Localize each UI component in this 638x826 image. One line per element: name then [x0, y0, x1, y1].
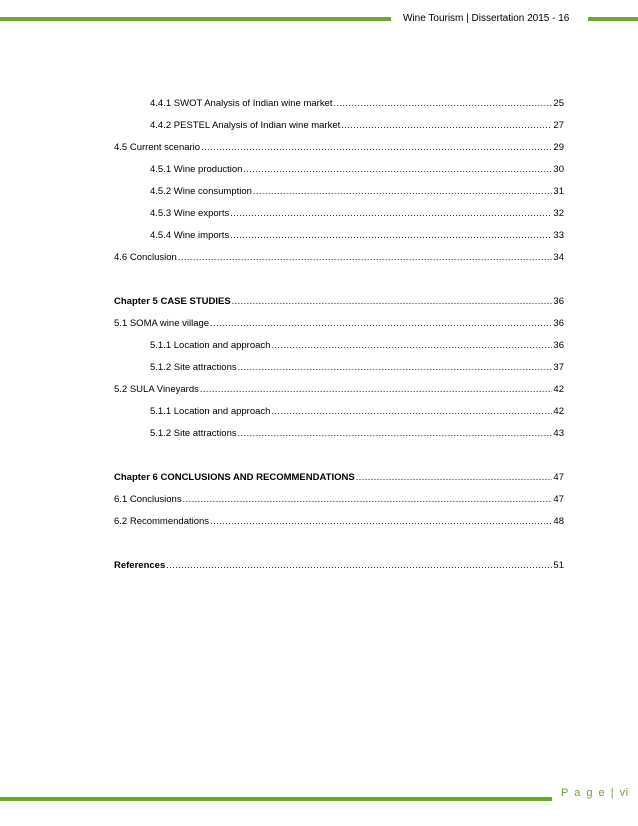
header-rule-left: [0, 17, 391, 21]
toc-entry[interactable]: [114, 492, 564, 506]
toc-entry[interactable]: [114, 184, 564, 198]
toc-entry-page: 27: [553, 120, 564, 131]
dot-leader: [210, 316, 552, 330]
page-numeral: vi: [619, 787, 629, 799]
dot-leader: [230, 228, 552, 242]
toc-entry[interactable]: [114, 470, 564, 484]
toc-entry-label: 6.2 Recommendations: [114, 516, 210, 527]
dot-leader: [334, 96, 553, 110]
toc-entry-label: 5.1 SOMA wine village: [114, 318, 210, 329]
toc-entry-label: 4.5.3 Wine exports: [150, 208, 230, 219]
toc-entry-page: 32: [553, 208, 564, 219]
toc-entry-page: 43: [553, 428, 564, 439]
toc-entry[interactable]: [114, 426, 564, 440]
toc-entry[interactable]: [114, 404, 564, 418]
page-label: P a g e |: [561, 787, 620, 799]
toc-entry-label: References: [114, 560, 166, 571]
header-rule-right: [588, 17, 638, 21]
toc-entry-label: 4.5.1 Wine production: [150, 164, 243, 175]
dot-leader: [200, 382, 553, 396]
dot-leader: [210, 514, 552, 528]
toc-entry-label: 6.1 Conclusions: [114, 494, 182, 505]
dot-leader: [183, 492, 553, 506]
toc-entry[interactable]: [114, 96, 564, 110]
toc-entry-label: 5.1.2 Site attractions: [150, 362, 237, 373]
toc-entry-page: 37: [553, 362, 564, 373]
toc-entry[interactable]: [114, 360, 564, 374]
dot-leader: [238, 426, 553, 440]
dot-leader: [243, 162, 552, 176]
toc-entry[interactable]: [114, 382, 564, 396]
toc-entry-page: 30: [553, 164, 564, 175]
toc-entry[interactable]: [114, 118, 564, 132]
toc-entry-page: 42: [553, 384, 564, 395]
toc-entry-page: 36: [553, 296, 564, 307]
toc-entry-page: 51: [553, 560, 564, 571]
toc-entry-label: 4.6 Conclusion: [114, 252, 177, 263]
toc-entry[interactable]: [114, 316, 564, 330]
toc-entry-page: 33: [553, 230, 564, 241]
toc-entry-page: 47: [553, 494, 564, 505]
toc-entry-label: 5.1.2 Site attractions: [150, 428, 237, 439]
toc-entry-page: 42: [553, 406, 564, 417]
dot-leader: [238, 360, 553, 374]
dot-leader: [271, 338, 552, 352]
toc-entry-label: 4.4.2 PESTEL Analysis of Indian wine market: [150, 120, 341, 131]
toc-entry[interactable]: [114, 250, 564, 264]
dot-leader: [201, 140, 552, 154]
toc-entry-page: 36: [553, 318, 564, 329]
dot-leader: [230, 206, 552, 220]
toc-entry[interactable]: [114, 140, 564, 154]
toc-entry-page: 31: [553, 186, 564, 197]
toc-entry-page: 25: [553, 98, 564, 109]
toc-entry-label: 5.2 SULA Vineyards: [114, 384, 199, 395]
toc-entry-label: Chapter 6 CONCLUSIONS AND RECOMMENDATIONS: [114, 472, 355, 483]
running-header: Wine Tourism | Dissertation 2015 - 16: [403, 13, 570, 24]
footer-rule: [0, 797, 552, 801]
toc-entry[interactable]: [114, 206, 564, 220]
toc-entry-label: 4.5 Current scenario: [114, 142, 201, 153]
dot-leader: [178, 250, 553, 264]
dot-leader: [356, 470, 553, 484]
page-number: [561, 787, 629, 799]
dot-leader: [166, 558, 552, 572]
toc-entry-page: 48: [553, 516, 564, 527]
toc-entry-page: 36: [553, 340, 564, 351]
dot-leader: [341, 118, 552, 132]
toc-entry[interactable]: [114, 338, 564, 352]
toc-entry-page: 29: [553, 142, 564, 153]
toc-entry-label: 5.1.1 Location and approach: [150, 340, 271, 351]
toc-entry-label: 5.1.1 Location and approach: [150, 406, 271, 417]
toc-entry-label: 4.4.1 SWOT Analysis of Indian wine market: [150, 98, 333, 109]
toc-entry[interactable]: [114, 514, 564, 528]
toc-entry-page: 34: [553, 252, 564, 263]
toc-entry[interactable]: [114, 228, 564, 242]
toc-entry[interactable]: [114, 162, 564, 176]
toc-entry-label: 4.5.2 Wine consumption: [150, 186, 252, 197]
dot-leader: [232, 294, 553, 308]
toc-entry-label: 4.5.4 Wine imports: [150, 230, 230, 241]
dot-leader: [271, 404, 552, 418]
dot-leader: [253, 184, 553, 198]
toc-entry-label: Chapter 5 CASE STUDIES: [114, 296, 231, 307]
toc-entry-page: 47: [553, 472, 564, 483]
toc-entry[interactable]: [114, 558, 564, 572]
toc-entry[interactable]: [114, 294, 564, 308]
